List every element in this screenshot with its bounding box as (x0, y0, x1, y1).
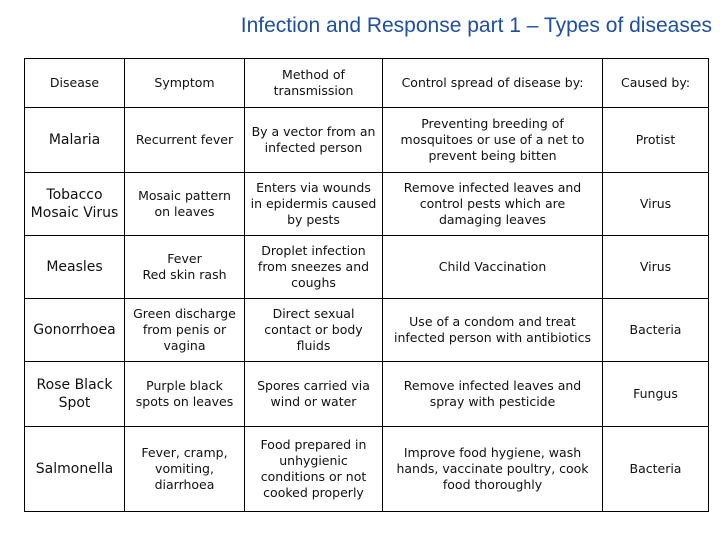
transmission-cell: Enters via wounds in epidermis caused by pests (245, 173, 383, 236)
symptom-cell: Mosaic pattern on leaves (125, 173, 245, 236)
table-row (25, 299, 709, 362)
table-row (25, 362, 709, 427)
header-row (25, 59, 709, 108)
disease-cell: Salmonella (25, 427, 125, 512)
control-cell: Improve food hygiene, wash hands, vaccinate poultry, cook food thoroughly (383, 427, 603, 512)
symptom-cell: Fever Red skin rash (125, 236, 245, 299)
control-cell: Use of a condom and treat infected person with antibiotics (383, 299, 603, 362)
disease-cell: Malaria (25, 108, 125, 173)
disease-cell: Measles (25, 236, 125, 299)
control-cell: Child Vaccination (383, 236, 603, 299)
cause-cell: Bacteria (603, 427, 709, 512)
page-title: Infection and Response part 1 – Types of diseases (240, 14, 712, 37)
header-disease: Disease (25, 59, 125, 108)
cause-cell: Bacteria (603, 299, 709, 362)
disease-cell: Gonorrhoea (25, 299, 125, 362)
symptom-cell: Recurrent fever (125, 108, 245, 173)
disease-cell: Tobacco Mosaic Virus (25, 173, 125, 236)
cause-cell: Virus (603, 173, 709, 236)
table-row (25, 427, 709, 512)
header-control: Control spread of disease by: (383, 59, 603, 108)
header-transmission: Method of transmission (245, 59, 383, 108)
control-cell: Remove infected leaves and control pests which are damaging leaves (383, 173, 603, 236)
symptom-cell: Purple black spots on leaves (125, 362, 245, 427)
transmission-cell: Food prepared in unhygienic conditions or not cooked properly (245, 427, 383, 512)
transmission-cell: By a vector from an infected person (245, 108, 383, 173)
symptom-cell: Green discharge from penis or vagina (125, 299, 245, 362)
diseases-table (24, 58, 709, 512)
control-cell: Remove infected leaves and spray with pesticide (383, 362, 603, 427)
table-row (25, 173, 709, 236)
cause-cell: Fungus (603, 362, 709, 427)
control-cell: Preventing breeding of mosquitoes or use of a net to prevent being bitten (383, 108, 603, 173)
symptom-cell: Fever, cramp, vomiting, diarrhoea (125, 427, 245, 512)
cause-cell: Protist (603, 108, 709, 173)
transmission-cell: Spores carried via wind or water (245, 362, 383, 427)
header-cause: Caused by: (603, 59, 709, 108)
disease-cell: Rose Black Spot (25, 362, 125, 427)
table-row (25, 236, 709, 299)
transmission-cell: Droplet infection from sneezes and coughs (245, 236, 383, 299)
transmission-cell: Direct sexual contact or body fluids (245, 299, 383, 362)
header-symptom: Symptom (125, 59, 245, 108)
table-row (25, 108, 709, 173)
cause-cell: Virus (603, 236, 709, 299)
